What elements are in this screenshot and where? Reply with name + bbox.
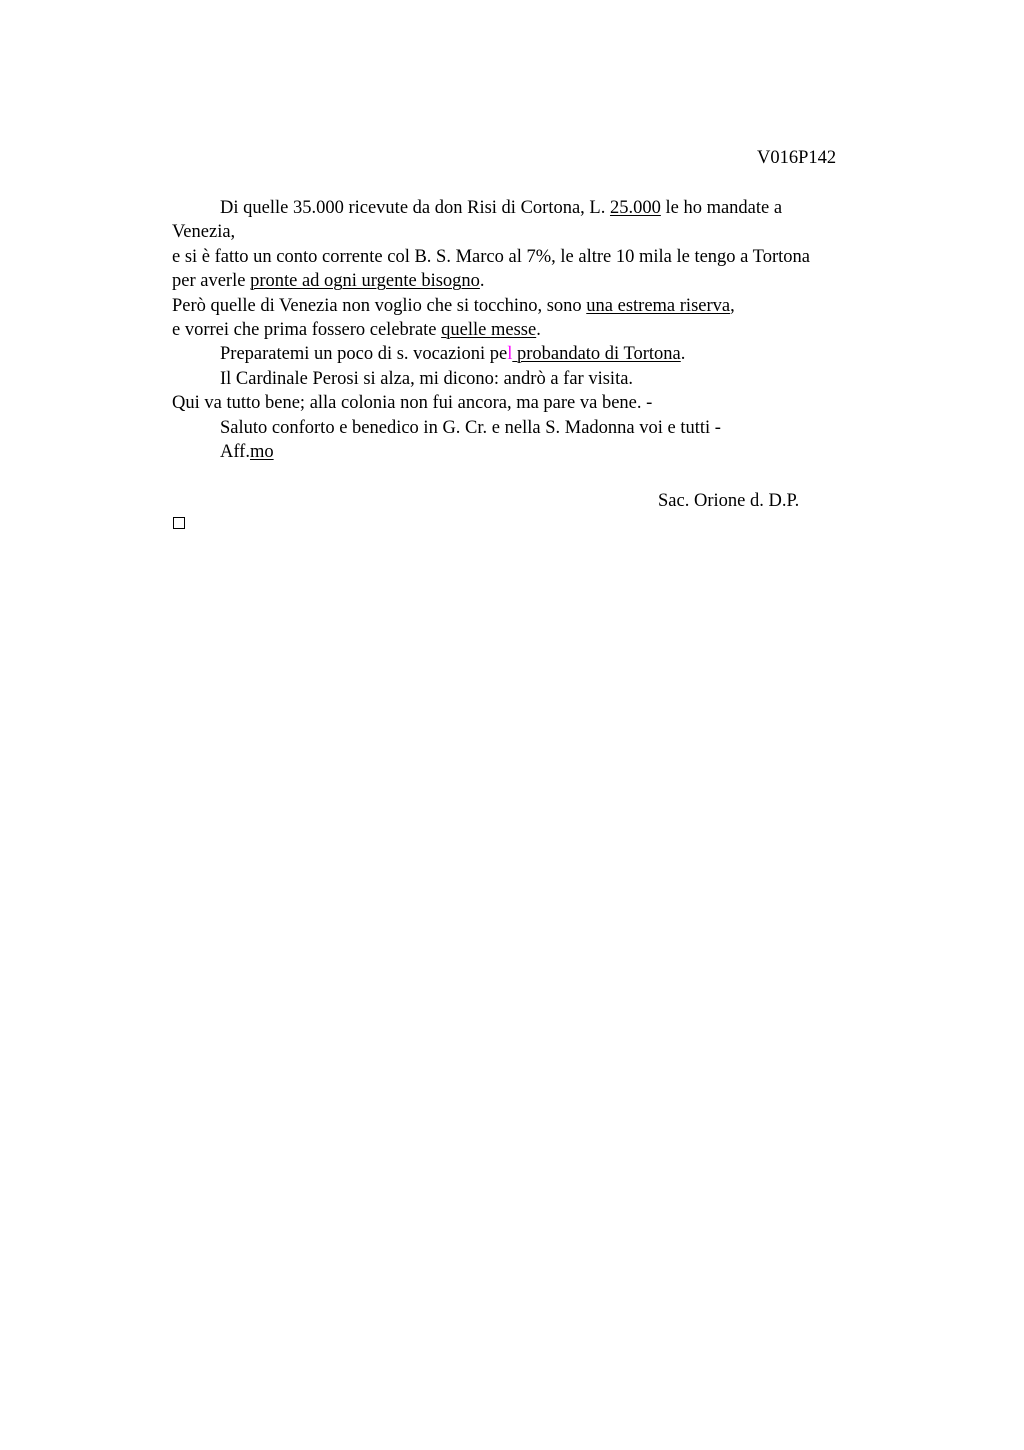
text-line <box>220 440 274 464</box>
underlined-text: probandato di Tortona <box>512 344 681 364</box>
text-run: . <box>536 320 541 340</box>
underlined-text: mo <box>249 442 274 462</box>
underlined-text: 25.000 <box>609 198 661 218</box>
text-run: per averle <box>172 271 251 291</box>
text-line <box>220 342 685 366</box>
underlined-text: pronte ad ogni urgente bisogno <box>250 271 480 291</box>
text-line <box>172 391 652 415</box>
text-line <box>172 220 235 244</box>
text-run: e vorrei che prima fossero celebrate <box>172 320 442 340</box>
underlined-text: quelle messe <box>441 320 537 340</box>
text-line <box>220 367 633 391</box>
highlighted-letter: l <box>507 344 513 364</box>
text-run: Preparatemi un poco di s. vocazioni pe <box>220 344 508 364</box>
text-run: e si è fatto un conto corrente col B. S. Marco al 7%, le altre 10 mila le tengo a Tortona <box>172 247 810 267</box>
underlined-text: una estrema riserva <box>586 296 731 316</box>
text-run: Il Cardinale Perosi si alza, mi dicono: andrò a far visita. <box>220 369 634 389</box>
text-line <box>172 294 735 318</box>
text-run: Saluto conforto e benedico in G. Cr. e nella S. Madonna voi e tutti - <box>220 418 721 438</box>
text-run: Qui va tutto bene; alla colonia non fui ancora, ma pare va bene. - <box>172 393 653 413</box>
text-run: Di quelle 35.000 ricevute da don Risi di Cortona, L. <box>220 198 610 218</box>
text-line <box>172 245 810 269</box>
text-run: . <box>479 271 485 291</box>
text-line <box>172 318 541 342</box>
text-run: . <box>680 344 686 364</box>
page-identifier: V016P142 <box>757 148 837 168</box>
checkbox-square-icon <box>173 517 185 529</box>
text-line <box>220 416 721 440</box>
text-run: Però quelle di Venezia non voglio che si tocchino, sono <box>172 296 587 316</box>
text-run: Aff. <box>220 442 250 462</box>
text-line <box>172 269 485 293</box>
text-line <box>220 196 782 220</box>
text-run: , <box>730 296 735 316</box>
signature: Sac. Orione d. D.P. <box>658 491 800 511</box>
text-run: Venezia, <box>172 222 236 242</box>
text-run: le ho mandate a <box>660 198 783 218</box>
